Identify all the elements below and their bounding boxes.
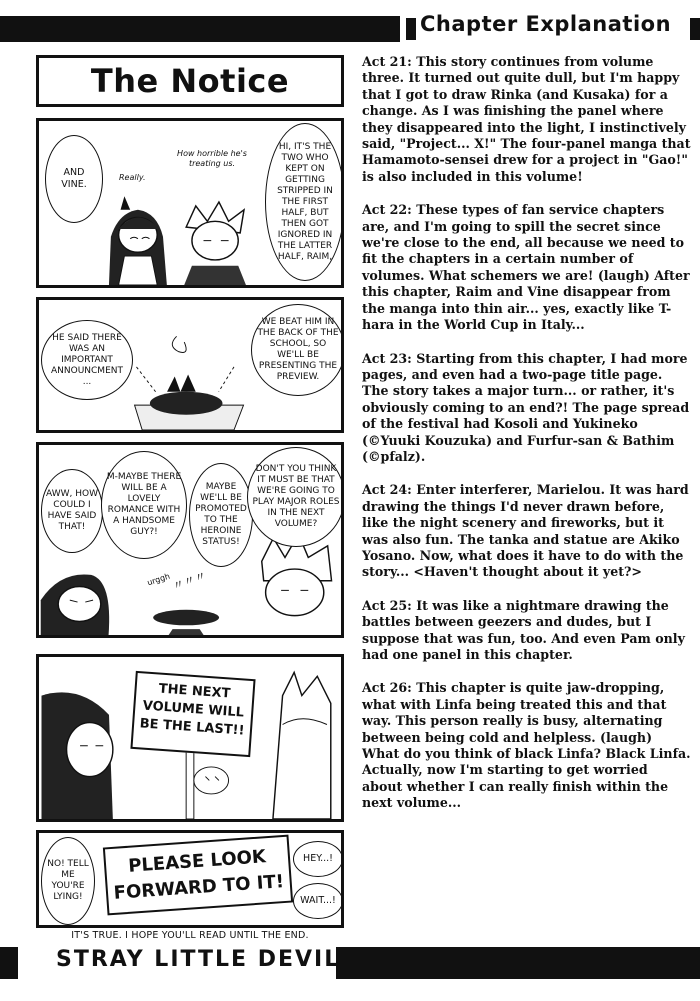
speech-bubble-aww: AWW, HOW COULD I HAVE SAID THAT!: [41, 469, 103, 553]
speech-bubble-heroine: MAYBE WE'LL BE PROMOTED TO THE HEROINE STATUS!: [189, 463, 253, 567]
speech-bubble-left: HE SAID THERE WAS AN IMPORTANT ANNOUNCMENT ...: [41, 320, 133, 400]
header-square-mark: [406, 18, 416, 40]
act-24-text: Act 24: Enter interferer, Marielou. It was hard drawing the things I'd never drawn before, like the night scenery and fireworks, but it was also fun. The tanka and statue are Akiko Yosano. Now, what does it have to do with the story... <Haven't thought about it yet?>: [362, 482, 689, 580]
aside-really: Really.: [119, 173, 146, 182]
speech-bubble-major-roles: DON'T YOU THINK IT MUST BE THAT WE'RE GOING TO PLAY MAJOR ROLES IN THE NEXT VOLUME?: [247, 447, 344, 547]
act-23-text: Act 23: Starting from this chapter, I had more pages, and even had a two-page title page. The story takes a major turn... or rather, it's obviously coming to an end?! The page spread of the festival had Kosoli and Yukineko (©Yuuki Kouzuka) and Furfur-san & Bathim (©pfalz).: [362, 350, 690, 464]
look-forward-sign: PLEASE LOOK FORWARD TO IT!: [103, 835, 293, 916]
comic-caption: IT'S TRUE. I HOPE YOU'LL READ UNTIL THE END.: [71, 930, 309, 941]
act-25-text: Act 25: It was like a nightmare drawing the battles between geezers and dudes, but I suppose that was fun, too. And even Pam only had one panel in this chapter.: [362, 597, 685, 662]
speech-bubble-hey: HEY...!: [293, 841, 343, 877]
speech-bubble-romance: M-MAYBE THERE WILL BE A LOVELY ROMANCE WITH A HANDSOME GUY?!: [101, 451, 187, 559]
comic-panel-3: [36, 442, 344, 638]
comic-panel-5: [36, 830, 344, 928]
comic-panel-4: [36, 654, 344, 822]
notice-sign: THE NEXT VOLUME WILL BE THE LAST!!: [130, 671, 255, 757]
header-end-mark: [690, 18, 700, 40]
notice-title-box: [36, 55, 344, 107]
chapter-explanations: [362, 54, 692, 829]
act-21-text: Act 21: This story continues from volume three. It turned out quite dull, but I'm happy that I got to draw Rinka (and Kusaka) for a change. As I was finishing the panel where they disappeared into the light, I instinctively said, "Project... X!" The four-panel manga that Hamamoto-sensei drew for a project in "Gao!" is also included in this volume!: [362, 54, 691, 184]
aside-horrible: How horrible he's treating us.: [177, 149, 247, 168]
comic-panel-2: [36, 297, 344, 433]
act-22-text: Act 22: These types of fan service chapters are, and I'm going to spill the secret since we're close to the end, all because we need to fit the chapters in a certain number of volumes. What schemers we are! (laugh) After this chapter, Raim and Vine disappear from the manga into thin air... yes, exactly like T-hara in the World Cup in Italy...: [362, 202, 690, 333]
speech-bubble-wait: WAIT...!: [293, 883, 343, 919]
series-title: STRAY LITTLE DEVIL: [56, 947, 341, 972]
notice-title: The Notice: [90, 62, 290, 100]
page-title: Chapter Explanation: [420, 12, 672, 36]
speech-bubble-left: AND VINE.: [45, 135, 103, 223]
sound-effect: urggh: [146, 571, 172, 588]
act-26-text: Act 26: This chapter is quite jaw-dropping, what with Linfa being treated this and that way. This person really is busy, alternating between being cold and helpless. (laugh) What do you think of black Linfa? Black Linfa. Actually, now I'm starting to get worried about whether I can really finish within the next volume...: [362, 680, 691, 811]
speech-bubble-right: WE BEAT HIM IN THE BACK OF THE SCHOOL, SO WE'LL BE PRESENTING THE PREVIEW.: [251, 304, 344, 396]
speech-bubble-right: HI, IT'S THE TWO WHO KEPT ON GETTING STRIPPED IN THE FIRST HALF, BUT THEN GOT IGNORED IN THE LATTER HALF, RAIM,: [265, 123, 344, 281]
speech-bubble-lying: NO! TELL ME YOU'RE LYING!: [41, 837, 95, 925]
svg-text:〃〃〃: 〃〃〃: [170, 568, 209, 594]
comic-panel-1: [36, 118, 344, 288]
